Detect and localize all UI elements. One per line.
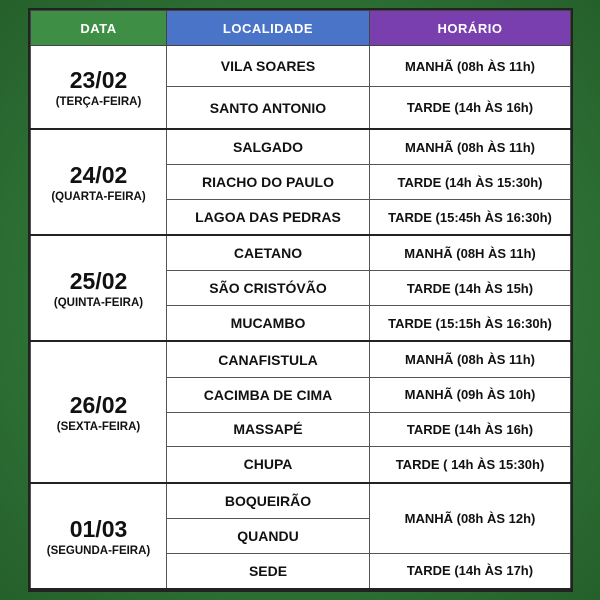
location-cell: MASSAPÉ [167, 412, 370, 447]
table-row [31, 483, 571, 519]
weekday-label: (QUARTA-FEIRA) [51, 191, 146, 204]
weekday-label: (QUINTA-FEIRA) [53, 297, 144, 310]
header-time: HORÁRIO [370, 11, 571, 46]
header-row [31, 11, 571, 46]
location-cell: SANTO ANTONIO [167, 87, 370, 129]
time-cell: MANHÃ (08h ÀS 12h) [370, 483, 571, 554]
date-cell [31, 46, 167, 129]
date-cell [31, 341, 167, 482]
time-cell: TARDE ( 14h ÀS 15:30h) [370, 447, 571, 483]
date-value: 26/02 [69, 392, 128, 418]
time-cell: MANHÃ (08H ÀS 11h) [370, 235, 571, 271]
location-cell: LAGOA DAS PEDRAS [167, 199, 370, 235]
time-cell: MANHÃ (08h ÀS 11h) [370, 46, 571, 87]
location-cell: CANAFISTULA [167, 341, 370, 377]
date-value: 01/03 [69, 515, 128, 542]
time-cell: TARDE (14h ÀS 15h) [370, 271, 571, 306]
location-cell: CHUPA [167, 447, 370, 483]
time-cell: TARDE (14h ÀS 15:30h) [370, 165, 571, 200]
table-row [31, 129, 571, 165]
header-date: DATA [31, 11, 167, 46]
location-cell: CAETANO [167, 235, 370, 271]
table-row [31, 341, 571, 377]
location-cell: QUANDU [167, 518, 370, 553]
location-cell: MUCAMBO [167, 306, 370, 342]
location-cell: CACIMBA DE CIMA [167, 377, 370, 412]
time-cell: MANHÃ (08h ÀS 11h) [370, 129, 571, 165]
header-location: LOCALIDADE [167, 11, 370, 46]
date-value: 24/02 [69, 162, 128, 189]
table-row [31, 46, 571, 87]
location-cell: VILA SOARES [167, 46, 370, 87]
schedule-table [30, 10, 571, 590]
weekday-label: (SEGUNDA-FEIRA) [46, 544, 151, 557]
time-cell: TARDE (14h ÀS 16h) [370, 87, 571, 129]
location-cell: SALGADO [167, 129, 370, 165]
date-cell [31, 129, 167, 235]
time-cell: TARDE (15:15h ÀS 16:30h) [370, 306, 571, 342]
date-value: 23/02 [69, 66, 128, 93]
location-cell: BOQUEIRÃO [167, 483, 370, 519]
weekday-label: (SEXTA-FEIRA) [56, 421, 141, 433]
location-cell: RIACHO DO PAULO [167, 165, 370, 200]
weekday-label: (TERÇA-FEIRA) [55, 95, 142, 108]
schedule-body [31, 46, 571, 590]
time-cell: MANHÃ (09h ÀS 10h) [370, 377, 571, 412]
location-cell: SÃO CRISTÓVÃO [167, 271, 370, 306]
date-cell [31, 235, 167, 341]
time-cell: TARDE (14h ÀS 17h) [370, 553, 571, 589]
location-cell: SEDE [167, 553, 370, 589]
table-row [31, 235, 571, 271]
time-cell: TARDE (15:45h ÀS 16:30h) [370, 199, 571, 235]
time-cell: MANHÃ (08h ÀS 11h) [370, 341, 571, 377]
date-cell [31, 483, 167, 589]
schedule-sheet [28, 8, 573, 592]
time-cell: TARDE (14h ÀS 16h) [370, 412, 571, 447]
date-value: 25/02 [69, 268, 128, 295]
